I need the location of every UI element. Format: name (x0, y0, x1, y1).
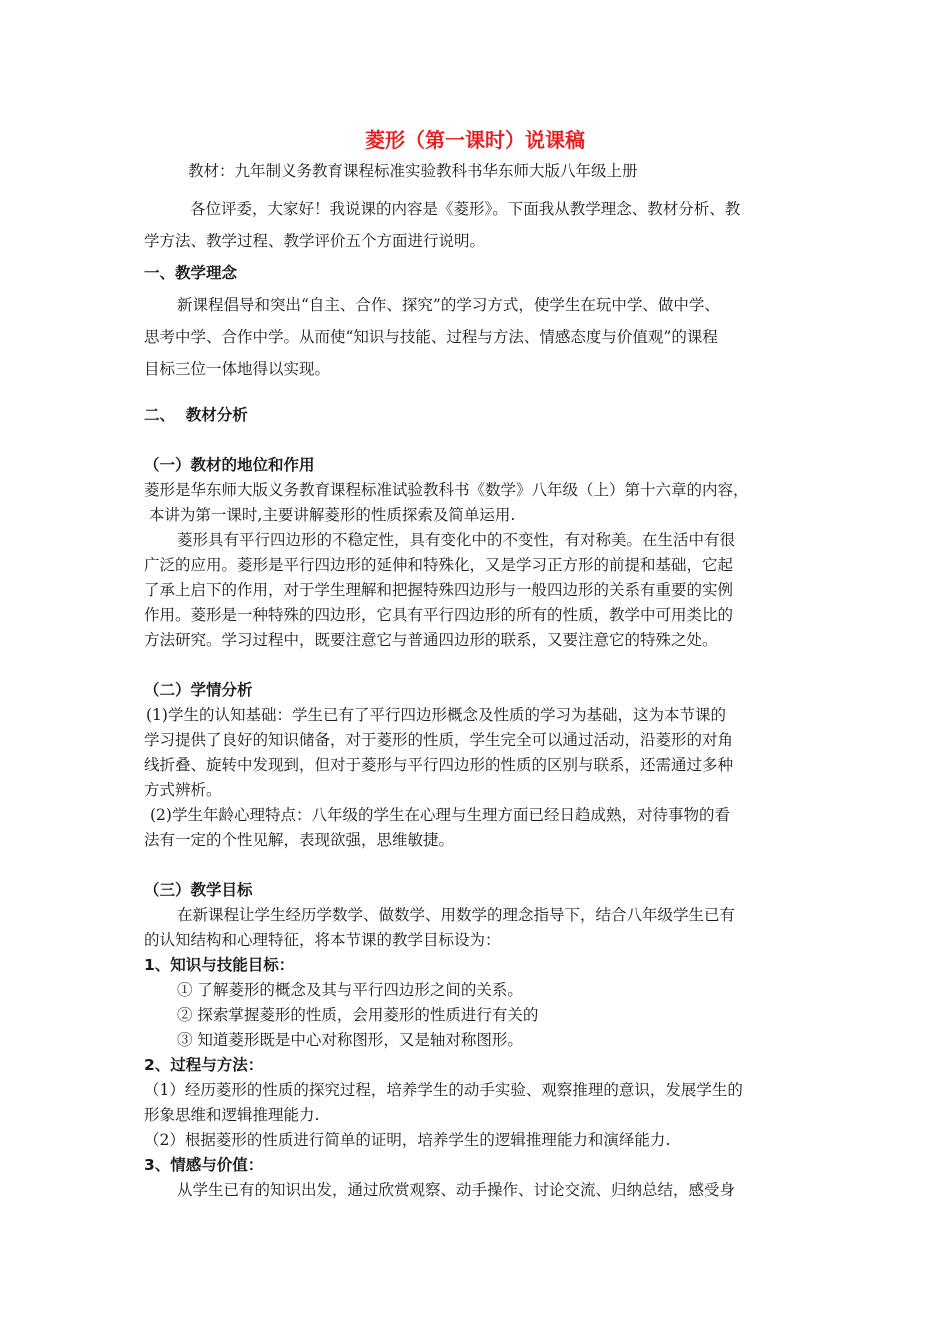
goal1-item-2: ② 探索掌握菱形的性质，会用菱形的性质进行有关的 (177, 1006, 539, 1024)
sub3-heading: （三）教学目标 (144, 881, 253, 899)
sub2-line-6: 法有一定的个性见解，表现欲强，思维敏捷。 (144, 831, 455, 849)
section1-line-2: 思考中学、合作中学。从而使“知识与技能、过程与方法、情感态度与价值观”的课程 (144, 328, 718, 346)
goal3-line-1: 从学生已有的知识出发，通过欣赏观察、动手操作、讨论交流、归纳总结，感受身 (177, 1181, 736, 1199)
sub3-line-1: 在新课程让学生经历学数学、做数学、用数学的理念指导下，结合八年级学生已有 (177, 906, 736, 924)
sub1-line-5: 了承上启下的作用，对于学生理解和把握特殊四边形与一般四边形的关系有重要的实例 (144, 581, 734, 599)
sub2-line-3: 线折叠、旋转中发现到，但对于菱形与平行四边形的性质的区别与联系，还需通过多种 (144, 756, 734, 774)
goal3-heading: 3、情感与价值： (144, 1156, 264, 1174)
sub1-line-4: 广泛的应用。菱形是平行四边形的延伸和特殊化，又是学习正方形的前提和基础，它起 (144, 556, 734, 574)
sub1-line-2: 本讲为第一课时,主要讲解菱形的性质探索及简单运用. (144, 506, 516, 524)
sub2-line-1: (1)学生的认知基础：学生已有了平行四边形概念及性质的学习为基础，这为本节课的 (146, 706, 726, 724)
goal2-line-3: （2）根据菱形的性质进行简单的证明，培养学生的逻辑推理能力和演绎能力. (144, 1131, 671, 1149)
intro-line-1: 各位评委，大家好！我说课的内容是《菱形》。下面我从教学理念、教材分析、教 (190, 200, 741, 218)
sub1-line-3: 菱形具有平行四边形的不稳定性，具有变化中的不变性，有对称美。在生活中有很 (177, 531, 736, 549)
sub2-line-2: 学习提供了良好的知识储备，对于菱形的性质，学生完全可以通过活动，沿菱形的对角 (144, 731, 734, 749)
document-title: 菱形（第一课时）说课稿 (365, 128, 585, 152)
section1-line-3: 目标三位一体地得以实现。 (144, 360, 331, 378)
sub1-line-6: 作用。菱形是一种特殊的四边形，它具有平行四边形的所有的性质，教学中可用类比的 (144, 606, 734, 624)
intro-line-2: 学方法、教学过程、教学评价五个方面进行说明。 (144, 232, 486, 250)
sub1-line-1: 菱形是华东师大版义务教育课程标准试验教科书《数学》八年级（上）第十六章的内容， (144, 481, 749, 499)
goal1-item-1: ① 了解菱形的概念及其与平行四边形之间的关系。 (177, 981, 523, 999)
goal2-heading: 2、过程与方法： (144, 1056, 264, 1074)
sub2-line-5: (2)学生年龄心理特点：八年级的学生在心理与生理方面已经日趋成熟，对待事物的看 (150, 806, 730, 824)
section2-heading: 二、 教材分析 (144, 406, 248, 424)
sub2-heading: （二）学情分析 (144, 681, 253, 699)
goal2-line-2: 形象思维和逻辑推理能力. (144, 1106, 320, 1124)
sub1-heading: （一）教材的地位和作用 (144, 456, 315, 474)
goal1-heading: 1、知识与技能目标： (144, 956, 295, 974)
goal2-line-1: （1）经历菱形的性质的探究过程，培养学生的动手实验、观察推理的意识，发展学生的 (144, 1081, 743, 1099)
section1-line-1: 新课程倡导和突出“自主、合作、探究”的学习方式，使学生在玩中学、做中学、 (177, 296, 720, 314)
sub1-line-7: 方法研究。学习过程中，既要注意它与普通四边形的联系，又要注意它的特殊之处。 (144, 631, 718, 649)
section1-heading: 一、教学理念 (144, 264, 238, 282)
textbook-info: 教材：九年制义务教育课程标准实验教科书华东师大版八年级上册 (188, 162, 638, 180)
sub3-line-2: 的认知结构和心理特征，将本节课的教学目标设为： (144, 931, 501, 949)
goal1-item-3: ③ 知道菱形既是中心对称图形，又是轴对称图形。 (177, 1031, 523, 1049)
sub2-line-4: 方式辨析。 (144, 781, 222, 799)
